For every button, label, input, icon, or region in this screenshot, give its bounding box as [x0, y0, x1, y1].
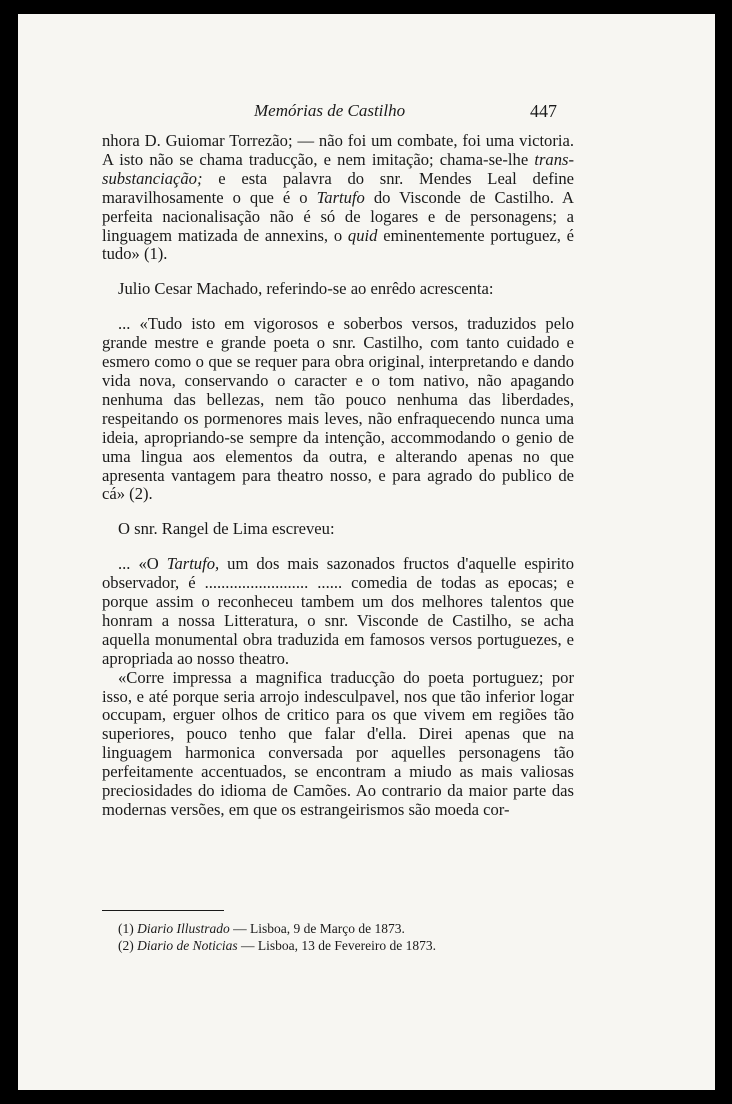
footnotes	[118, 920, 538, 954]
paragraph-6-quote: «Corre impressa a magnifica traducção do poeta portuguez; por isso, e até porque seria arrojo indesculpavel, nos que tão inferior logar occupam, erguer olhos de critico para os que vivem em regiões tão superiores, pouco tenho que falar d'ella. Direi apenas que na linguagem harmonica conversada por aquelles personagens tão perfeitamente accentuados, se encontram a miudo as mais valiosas preciosidades do idioma de Camões. Ao contrario da maior parte das modernas versões, em que os estrangeirismos são moeda cor-	[102, 667, 574, 819]
book-page	[18, 14, 715, 1090]
footnote-source: Diario de Noticias	[137, 938, 238, 953]
footnote-text: — Lisboa, 9 de Março de 1873.	[229, 921, 405, 936]
footnote-1	[118, 920, 538, 937]
paragraph-2: Julio Cesar Machado, referindo-se ao enrêdo acrescenta:	[118, 279, 494, 299]
page-number: 447	[530, 101, 557, 121]
text-run: eminentemente portuguez, é tudo» (1).	[102, 225, 575, 264]
text-run: ... «O	[118, 554, 167, 574]
text-run: nhora D. Guiomar Torrezão; — não foi um combate, foi uma victoria. A isto não se chama traducção, e nem imitação; chama-se-lhe	[102, 131, 574, 169]
italic-run: Tartufo,	[166, 554, 220, 574]
paragraph-4: O snr. Rangel de Lima escreveu:	[118, 519, 335, 539]
italic-run: trans-substanciação;	[102, 149, 574, 188]
body-text	[102, 132, 574, 820]
italic-run: quid	[347, 225, 378, 245]
footnote-text: — Lisboa, 13 de Fevereiro de 1873.	[237, 938, 436, 953]
page-header	[18, 101, 715, 125]
footnote-2	[118, 937, 538, 954]
paragraph-3-quote: ... «Tudo isto em vigorosos e soberbos versos, traduzidos pelo grande mestre e grande poeta o snr. Castilho, com tanto cuidado e esmero como o que se requer para obra original, interpretando e dando vida nova, conservando o caracter e o tom nativo, não apagando nenhuma das bellezas, nem tão pouco nenhuma das liberdades, respeitando os pormenores mais leves, não enfraquecendo nunca uma ideia, apropriando-se sempre da intenção, accommodando o genio de uma lingua aos elementos da outra, e alterando apenas no que apresenta vantagem para theatro nosso, e para agrado do publico de cá» (2).	[102, 314, 574, 504]
italic-run: Tartufo	[316, 187, 365, 207]
paragraph-5-quote	[102, 555, 574, 668]
running-title: Memórias de Castilho	[254, 101, 406, 120]
footnote-number: (2)	[118, 938, 134, 953]
footnote-number: (1)	[118, 921, 134, 936]
paragraph-1	[102, 132, 574, 264]
text-run: um dos mais sazonados fructos d'aquelle espirito observador, é ......................... ...... comedia de todas as epocas; e porque assim o reconheceu tambem um dos melhores talentos que honram a nossa Litteratura, o snr. Visconde de Castilho, se acha aquella monumental obra traduzida em famosos versos portuguezes, e apropriada ao nosso theatro.	[102, 554, 574, 668]
footnote-source: Diario Illustrado	[137, 921, 230, 936]
text-run: do Visconde de Castilho. A perfeita nacionalisação não é só de logares e de personagens; a linguagem matizada de annexins, o	[102, 187, 574, 245]
footnote-divider	[102, 910, 224, 911]
text-run: e esta palavra do snr. Mendes Leal define maravilhosamente o que é o	[102, 168, 574, 207]
